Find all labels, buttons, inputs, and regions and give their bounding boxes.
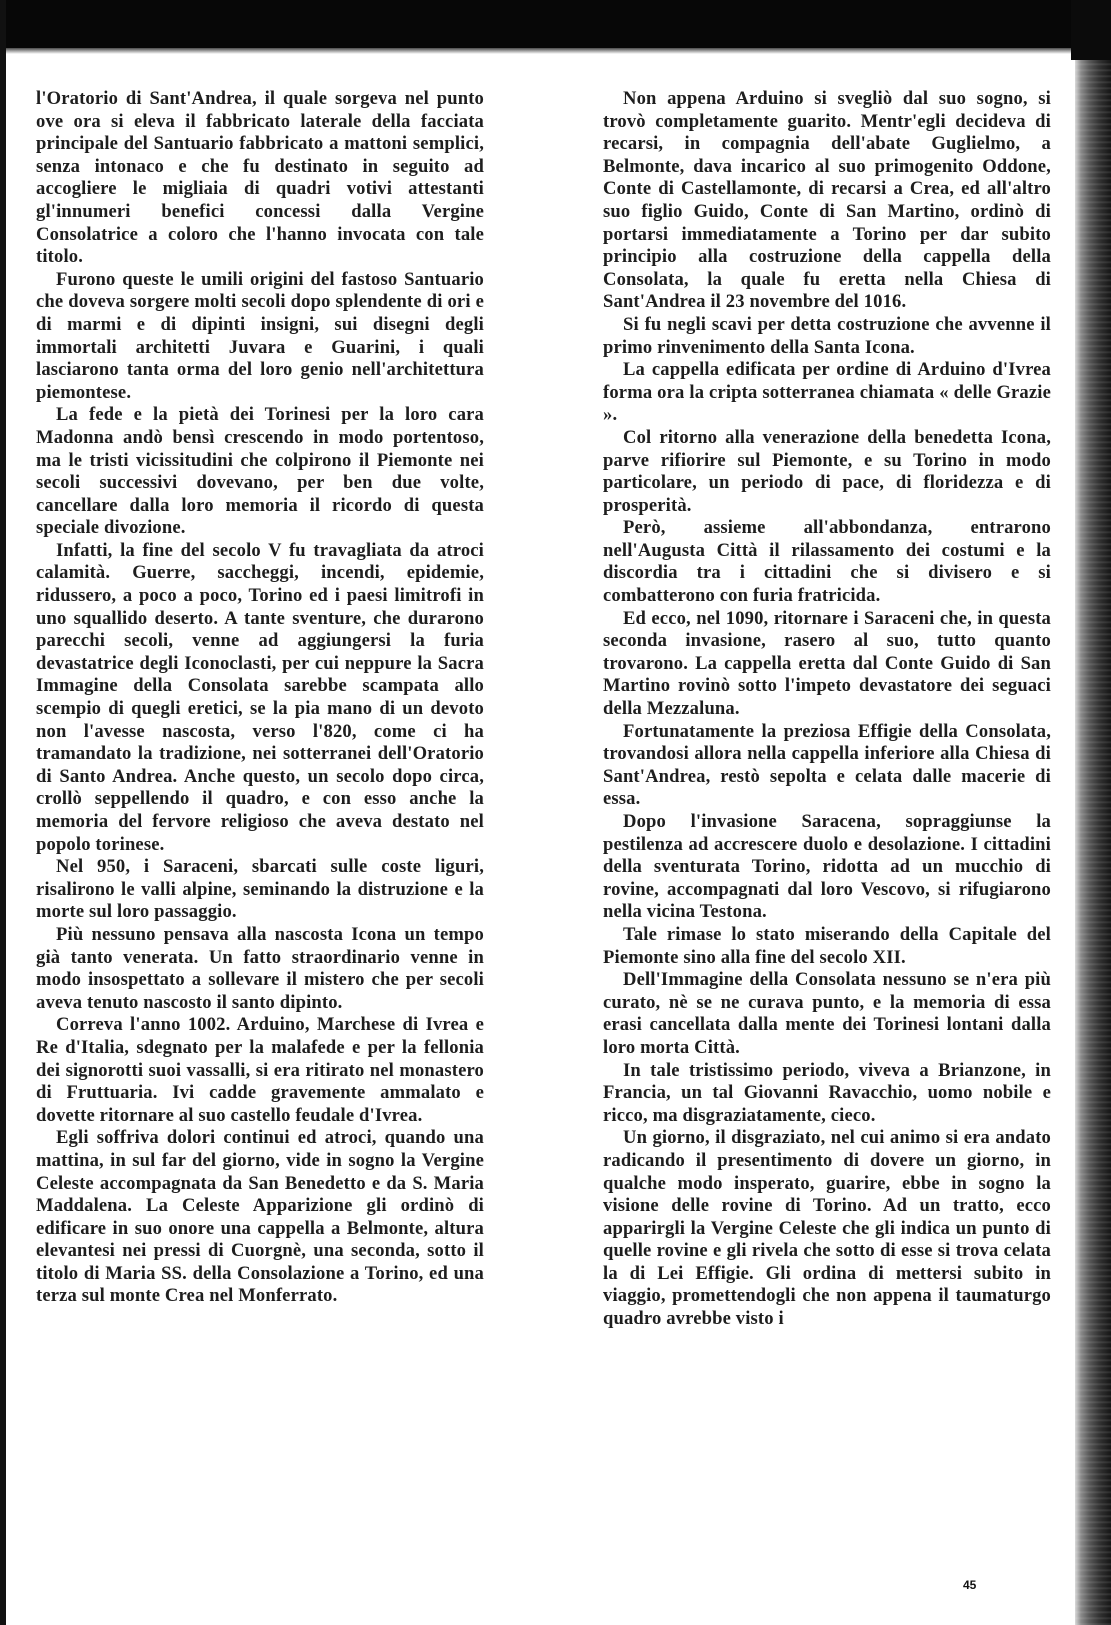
text-column-left (36, 88, 484, 1558)
paragraph: Non appena Arduino si svegliò dal suo sogno, si trovò completamente guarito. Mentr'egli decideva di recarsi, in compagnia dell'abate Guglielmo, a Belmonte, dava incarico al suo primogenito Oddone, Conte di Castellamonte, di recarsi a Crea, ed all'altro suo figlio Guido, Conte di San Martino, ordinò di portarsi immediatamente a Torino per dar subito principio alla costruzione della cappella della Consolata, la quale fu eretta nella Chiesa di Sant'Andrea il 23 novembre del 1016. (603, 88, 1051, 313)
paragraph: Ed ecco, nel 1090, ritornare i Saraceni che, in questa seconda invasione, rasero al suo, tutto quanto trovarono. La cappella eretta dal Conte Guido di San Martino rovinò sotto l'impeto devastatore dei seguaci della Mezzaluna. (603, 607, 1051, 720)
paragraph: Egli soffriva dolori continui ed atroci, quando una mattina, in sul far del giorno, vide in sogno la Vergine Celeste accompagnata da San Benedetto e da S. Maria Maddalena. La Celeste Apparizione gli ordinò di edificare in suo onore una cappella a Belmonte, altura elevantesi nei pressi di Cuorgnè, una seconda, sotto il titolo di Maria SS. della Consolazione a Torino, ed una terza sul monte Crea nel Monferrato. (36, 1127, 484, 1307)
paragraph: Furono queste le umili origini del fastoso Santuario che doveva sorgere molti secoli dopo splendente di ori e di marmi e di dipinti insigni, sui disegni degli immortali architetti Juvara e Guarini, i quali lasciarono tanta orma del loro genio nell'architettura piemontese. (36, 268, 484, 403)
paragraph: Fortunatamente la preziosa Effigie della Consolata, trovandosi allora nella cappella inferiore alla Chiesa di Sant'Andrea, restò sepolta e celata dalle macerie di essa. (603, 720, 1051, 810)
paragraph: l'Oratorio di Sant'Andrea, il quale sorgeva nel punto ove ora si eleva il fabbricato laterale della facciata principale del Santuario fabbricato a mattoni semplici, senza intonaco e che fu destinato in seguito ad accogliere le migliaia di quadri votivi attestanti gl'innumeri benefici concessi dalla Vergine Consolatrice a coloro che l'hanno invocata con tale titolo. (36, 88, 484, 268)
scan-border-top (0, 0, 1090, 48)
text-column-right (603, 88, 1051, 1558)
scan-border-left (0, 0, 6, 1625)
paragraph: Infatti, la fine del secolo V fu travagliata da atroci calamità. Guerre, saccheggi, incendi, epidemie, ridussero, a poco a poco, Torino ed i paesi limitrofi in uno squallido deserto. A tante sventure, che durarono parecchi secoli, venne ad aggiungersi la furia devastatrice degli Iconoclasti, per cui neppure la Sacra Immagine della Consolata sarebbe scampata allo scempio di quegli eretici, se la pia mano di un devoto non l'avesse nascosta, verso l'820, come ci ha tramandato la tradizione, nei sotterranei dell'Oratorio di Santo Andrea. Anche questo, un secolo dopo circa, crollò seppellendo il quadro, e con esso anche la memoria del fervore religioso che aveva destato nel popolo torinese. (36, 539, 484, 855)
page-number: 45 (963, 1578, 977, 1592)
paragraph: Però, assieme all'abbondanza, entrarono nell'Augusta Città il rilassamento dei costumi e la discordia tra i cittadini che si divisero e si combatterono con furia fratricida. (603, 517, 1051, 607)
paragraph: Dopo l'invasione Saracena, sopraggiunse la pestilenza ad accrescere duolo e desolazione. I cittadini della sventurata Torino, ridotta ad un mucchio di rovine, accompagnati dal loro Vescovo, si rifugiarono nella vicina Testona. (603, 811, 1051, 923)
scan-border-shadow (0, 48, 1090, 54)
page-body (36, 88, 1051, 1558)
scan-corner (1071, 0, 1111, 60)
paragraph: Un giorno, il disgraziato, nel cui animo si era andato radicando il presentimento di dovere un giorno, in qualche modo insperato, guarire, ebbe in sogno la visione delle rovine di Torino. Ad un tratto, ecco apparirgli la Vergine Celeste che gli indica un punto di quelle rovine e gli rivela che sotto di esse si trova celata la di Lei Effigie. Gli ordina di mettersi subito in viaggio, promettendogli che non appena il taumaturgo quadro avrebbe visto i (603, 1127, 1051, 1330)
paragraph: Correva l'anno 1002. Arduino, Marchese di Ivrea e Re d'Italia, sdegnato per la malafede e per la fellonia dei signorotti suoi vassalli, si era ritirato nel monastero di Fruttuaria. Ivi cadde gravemente ammalato e dovette ritornare al suo castello feudale d'Ivrea. (36, 1014, 484, 1126)
paragraph: Si fu negli scavi per detta costruzione che avvenne il primo rinvenimento della Santa Icona. (603, 313, 1051, 358)
paragraph: In tale tristissimo periodo, viveva a Brianzone, in Francia, un tal Giovanni Ravacchio, uomo nobile e ricco, ma disgraziatamente, cieco. (603, 1059, 1051, 1126)
paragraph: La fede e la pietà dei Torinesi per la loro cara Madonna andò bensì crescendo in modo portentoso, ma le tristi vicissitudini che colpirono il Piemonte nei secoli successivi dovevano, per ben due volte, cancellare dalla loro memoria il ricordo di questa speciale divozione. (36, 404, 484, 539)
paragraph: Più nessuno pensava alla nascosta Icona un tempo già tanto venerata. Un fatto straordinario venne in modo insospettato a sollevare il mistero che per secoli aveva tenuto nascosto il santo dipinto. (36, 923, 484, 1013)
paragraph: Nel 950, i Saraceni, sbarcati sulle coste liguri, risalirono le valli alpine, seminando la distruzione e la morte sul loro passaggio. (36, 856, 484, 923)
paragraph: Dell'Immagine della Consolata nessuno se n'era più curato, nè se ne curava punto, e la memoria di essa erasi cancellata dalla mente dei Torinesi lontani dalla loro morta Città. (603, 969, 1051, 1058)
paragraph: Tale rimase lo stato miserando della Capitale del Piemonte sino alla fine del secolo XII. (603, 923, 1051, 968)
paragraph: Col ritorno alla venerazione della benedetta Icona, parve rifiorire sul Piemonte, e su Torino in modo particolare, un periodo di pace, di floridezza e di prosperità. (603, 426, 1051, 516)
paragraph: La cappella edificata per ordine di Arduino d'Ivrea forma ora la cripta sotterranea chiamata « delle Grazie ». (603, 359, 1051, 426)
book-page-edge (1075, 0, 1111, 1625)
